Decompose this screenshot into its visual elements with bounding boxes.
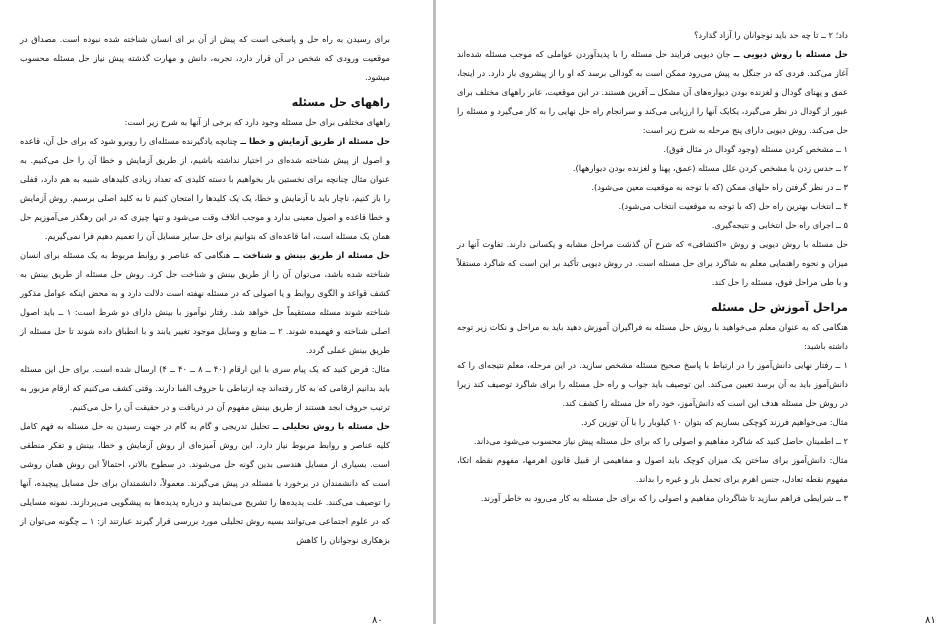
teaching-example-1: مثال: می‌خواهیم فرزند کوچکی بسازیم که بتوان ۱۰ کیلوبار را با آن توزین کرد. [580,417,848,427]
method-dewey-body: جان دیویی فرایند حل مسئله را با پدیدآوردن عواملی که موجب مسئله شده‌اند آغاز می‌کند. فردی که در جنگل به پیش می‌رود ممکن است به گودالی برسد که او را از پیشروی باز دارد. در اینجا، عمق و پهنای گودال و لغزنده بودن دیواره‌های آن مشکل ــ آفرین هستند. در این موقعیت، عابر راههای مختلف برای عبور از گودال در نظر می‌گیرد، یکایک آنها را ارزیابی می‌کند و سرانجام راه حل نهایی را به کار می‌گیرد و مسئله را حل می‌کند. روش دیویی دارای پنج مرحله به شرح زیر است: [457,49,848,135]
right-heading: مراحل آموزش حل مسئله [710,301,848,314]
method-trial-error-body: چنانچه یادگیرنده مسئله‌ای را روبرو شود که برای حل آن، قاعده و اصول از پیش شناخته شده‌ای در اختیار نداشته باشیم، از طریق آزمایش و خطا آن را حل می‌کنیم. به عنوان مثال چنانچه برای نخستین بار بخواهیم با دسته کلیدی که تعداد زیادی کلیدهای شبیه به هم دارد، قفلی را باز کنیم، ناچار باید با آزمایش و خطا، یک یک کلیدها را امتحان کنیم تا به کلید اصلی برسیم. روش آزمایش و خطا قاعده و اصول معینی ندارد و موجب اتلاف وقت می‌شود و تنها چیزی که در این رهگذر می‌آموزیم حل همان یک مسئله است، اما قاعده‌ای که بتوانیم برای حل سایر مسایل آن را تعمیم دهیم فرا نمی‌گیریم. [20,136,390,241]
method-insight-example: مثال: فرض کنید که یک پیام سری با این ارقام (۴۰ ــ ۸ ــ ۴۰ ــ ۴) ارسال شده است. برای حل این مسئله باید بدانیم ارقامی که به کار رفته‌اند چه ارتباطی با حروف الفبا دارند. وقتی کشف می‌کنیم که ارقام مزبور به ترتیب حروف ابجد هستند از طریق بینش مفهوم آن در دریافت و در حقیقت آن را حل می‌کنیم. [20,364,390,412]
method-analytic-title: حل مسئله با روش تحلیلی ــ [272,421,390,431]
method-insight-body: هنگامی که عناصر و روابط مربوط به یک مسئله برای انسان شناخته شده باشد، می‌توان آن را از طریق بینش و شناخت حل کرد. روش حل مسئله از طریق بینش به کشف قواعد و الگوی روابط و یا اصولی که در مسئله نهفته است دلالت دارد و به محض اینکه عوامل مذکور شناخته شوند مسئله مستقیماً حل خواهد شد. رفتار نوآموز با بینش دارای دو شرط است: ۱ ــ باید اصول اصلی شناخته و فهمیده شوند. ۲ ــ منابع و وسایل موجود تغییر یابند و با انطباق داده شوند تا حل مسئله از طریق بینش عملی گردد. [20,250,391,355]
teaching-step-2: ۲ ــ اطمینان حاصل کنید که شاگرد مفاهیم و اصولی را که برای حل مسئله پیش نیاز محسوب می‌شود می‌داند. [473,436,848,446]
dewey-comparison: حل مسئله با روش دیویی و روش «اکتشافی» که شرح آن گذشت مراحل مشابه و یکسانی دارند. تفاوت آنها در میزان و نحوه راهنمایی معلم به شاگرد برای حل مسئله است. در روش دیویی تأکید بر این است که شاگرد مستقلاً و با طی مراحل فوق، مسئله را حل کند. [457,239,848,287]
teaching-step-1: ۱ ــ رفتار نهایی دانش‌آموز را در ارتباط با پاسخ صحیح مسئله مشخص سازید. در این مرحله، معلم نتیجه‌ای را که دانش‌آموز باید به آن برسد تعیین می‌کند. این توصیف باید جواب و راه حل مسئله را برای شاگرد توصیف کند زیرا در روش حل مسئله هدف این است که دانش‌آموز، خود راه حل مسئله را کشف کند. [457,360,848,408]
book-spine [433,0,436,624]
left-heading: راههای حل مسئله [291,96,390,109]
dewey-step: ۱ ــ مشخص کردن مسئله (وجود گودال در مثال فوق). [663,144,848,154]
method-analytic-body: تحلیل تدریجی و گام به گام در جهت رسیدن به حل مسئله به فهم کامل کلیه عناصر و روابط مربوط نیاز دارد. این روش آمیزه‌ای از روش آزمایش و خطا، بینش و تفکر منطقی است. بسیاری از مسایل هندسی بدین گونه حل می‌شوند. در سطوح بالاتر، احتمالاً این روش همان روشی است که دانشمندان در برخورد با مسئله در پیش می‌گیرند. معمولاً، دانشمندان برای حل مسایل پیچیده، آنها را توصیف می‌کنند. علت پدیده‌ها را تشریح می‌نمایند و درباره پدیده‌ها به پیشگویی می‌پردازند. نمونه مسایلی که در علوم اجتماعی می‌توانند بسیه روش تحلیلی مورد بررسی قرار گیرند عبارتند از: ۱ ــ چگونه می‌توان از بزهکاری نوجوانان را کاهش [20,421,390,545]
right-page [443,0,936,626]
left-page [0,0,430,624]
method-analytic [20,417,390,550]
dewey-step: ۳ ــ در نظر گرفتن راه حلهای ممکن (که با توجه به موقعیت معین می‌شود). [591,182,848,192]
teaching-step-3: ۳ ــ شرایطی فراهم سازید تا شاگردان مفاهیم و اصولی را که برای حل مسئله به کار می‌رود به خاطر آورند. [480,493,848,503]
method-trial-error [20,132,390,246]
right-heading-body: هنگامی که به عنوان معلم می‌خواهید با روش حل مسئله به فراگیران آموزش دهید باید به مراحل و نکات زیر توجه داشته باشید: [457,322,848,351]
method-dewey [457,45,848,140]
method-insight-title: حل مسئله از طریق بینش و شناخت ــ [233,250,391,260]
page-number-right: ۸۱ [925,615,936,626]
right-top-line: داد؛ ۲ ــ تا چه حد باید نوجوانان را آزاد گذارد؟ [693,30,848,40]
teaching-example-2: مثال: دانش‌آموز برای ساختن یک میزان کوچک باید اصول و مفاهیمی از قبیل قانون اهرمها، مفهوم نقطه اتکا، مفهوم نقطه تعادل، جنس اهرم برای تحمل بار و غیره را بداند. [457,455,848,484]
method-dewey-title: حل مسئله با روش دیویی ــ [733,49,848,59]
dewey-step: ۲ ــ حدس زدن یا مشخص کردن علل مسئله (عمق، پهنا و لغزنده بودن دیوارهها). [572,163,848,173]
page-number-left: ۸۰ [372,615,383,626]
dewey-step: ۴ ــ انتخاب بهترین راه حل (که با توجه به موقعیت انتخاب می‌شود). [618,201,848,211]
method-insight [20,246,390,360]
dewey-step: ۵ ــ اجرای راه حل انتخابی و نتیجه‌گیری. [711,220,848,230]
method-trial-error-title: حل مسئله از طریق آزمایش و خطا ــ [240,136,390,146]
left-intro: برای رسیدن به راه حل و پاسخی است که پیش از آن بر ای انسان شناخته شده نبوده است. مصداق در موقعیت ورودی که شخص در آن قرار دارد، تجربه، دانش و مهارت گذشته پیش نیاز حل مسئله محسوب میشود. [20,34,390,82]
left-lead: راههای مختلفی برای حل مسئله وجود دارد که برخی از آنها به شرح زیر است: [124,117,390,127]
